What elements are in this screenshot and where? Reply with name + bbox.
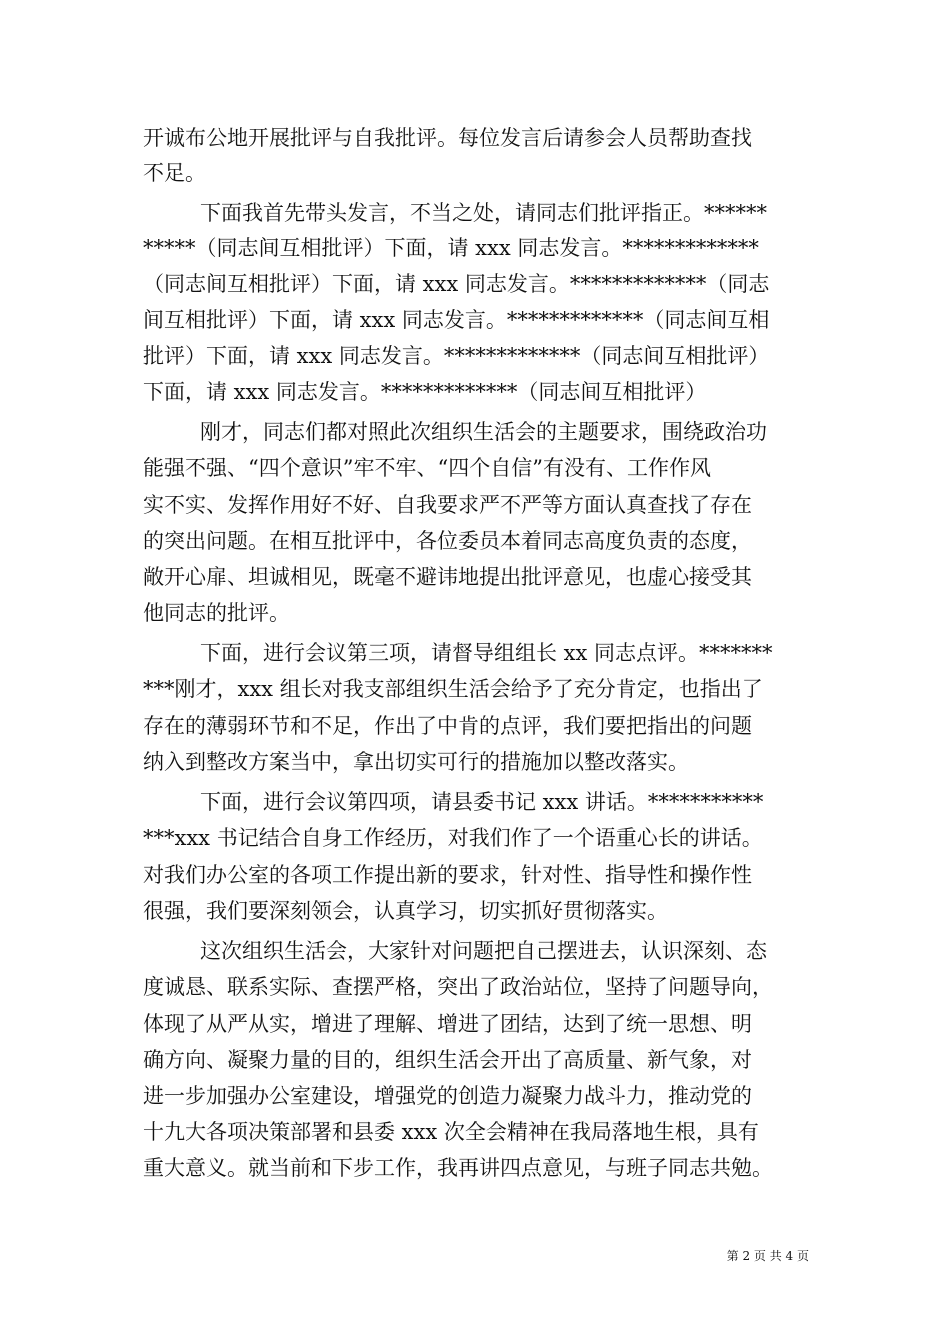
text-line: 纳入到整改方案当中，拿出切实可行的措施加以整改落实。 xyxy=(143,750,689,774)
text-line: 批评）下面，请 xxx 同志发言。*************（同志间互相批评） xyxy=(143,344,770,368)
text-line: 间互相批评）下面，请 xxx 同志发言。*************（同志间互相 xyxy=(143,308,770,332)
text-line: 很强，我们要深刻领会，认真学习，切实抓好贯彻落实。 xyxy=(143,899,668,923)
text-line: 这次组织生活会，大家针对问题把自己摆进去，认识深刻、态 xyxy=(200,939,767,963)
text-line: 进一步加强办公室建设，增强党的创造力凝聚力战斗力，推动党的 xyxy=(143,1084,752,1108)
text-line: 体现了从严从实，增进了理解、增进了团结，达到了统一思想、明 xyxy=(143,1012,752,1036)
text-line: 确方向、凝聚力量的目的，组织生活会开出了高质量、新气象，对 xyxy=(143,1048,752,1072)
text-line: ***刚才，xxx 组长对我支部组织生活会给予了充分肯定，也指出了 xyxy=(143,677,763,701)
text-line: 能强不强、“四个意识”牢不牢、“四个自信”有没有、工作作风 xyxy=(143,456,711,480)
text-line: *****（同志间互相批评）下面，请 xxx 同志发言。************* xyxy=(143,236,759,260)
text-line: 下面，请 xxx 同志发言。*************（同志间互相批评） xyxy=(143,380,707,404)
text-line: （同志间互相批评）下面，请 xxx 同志发言。*************（同志 xyxy=(143,272,770,296)
text-line: 下面，进行会议第三项，请督导组组长 xx 同志点评。******* xyxy=(200,641,773,665)
text-line: 对我们办公室的各项工作提出新的要求，针对性、指导性和操作性 xyxy=(143,863,752,887)
text-line: 开诚布公地开展批评与自我批评。每位发言后请参会人员帮助查找 xyxy=(143,126,752,150)
page-number: 第 2 页 共 4 页 xyxy=(726,1249,809,1263)
text-line: 十九大各项决策部署和县委 xxx 次全会精神在我局落地生根，具有 xyxy=(143,1120,759,1144)
text-line: 下面，进行会议第四项，请县委书记 xxx 讲话。*********** xyxy=(200,790,764,814)
text-line: ***xxx 书记结合自身工作经历，对我们作了一个语重心长的讲话。 xyxy=(143,826,763,850)
text-line: 的突出问题。在相互批评中，各位委员本着同志高度负责的态度， xyxy=(143,529,752,553)
text-line: 存在的薄弱环节和不足，作出了中肯的点评，我们要把指出的问题 xyxy=(143,714,752,738)
text-line: 他同志的批评。 xyxy=(143,601,290,625)
text-line: 重大意义。就当前和下步工作，我再讲四点意见，与班子同志共勉。 xyxy=(143,1156,773,1180)
text-line: 实不实、发挥作用好不好、自我要求严不严等方面认真查找了存在 xyxy=(143,493,752,517)
text-line: 刚才，同志们都对照此次组织生活会的主题要求，围绕政治功 xyxy=(200,420,767,444)
text-line: 度诚恳、联系实际、查摆严格，突出了政治站位，坚持了问题导向， xyxy=(143,975,773,999)
text-line: 不足。 xyxy=(143,161,206,185)
text-line: 敞开心扉、坦诚相见，既毫不避讳地提出批评意见，也虚心接受其 xyxy=(143,565,752,589)
text-line: 下面我首先带头发言，不当之处，请同志们批评指正。****** xyxy=(200,201,767,225)
